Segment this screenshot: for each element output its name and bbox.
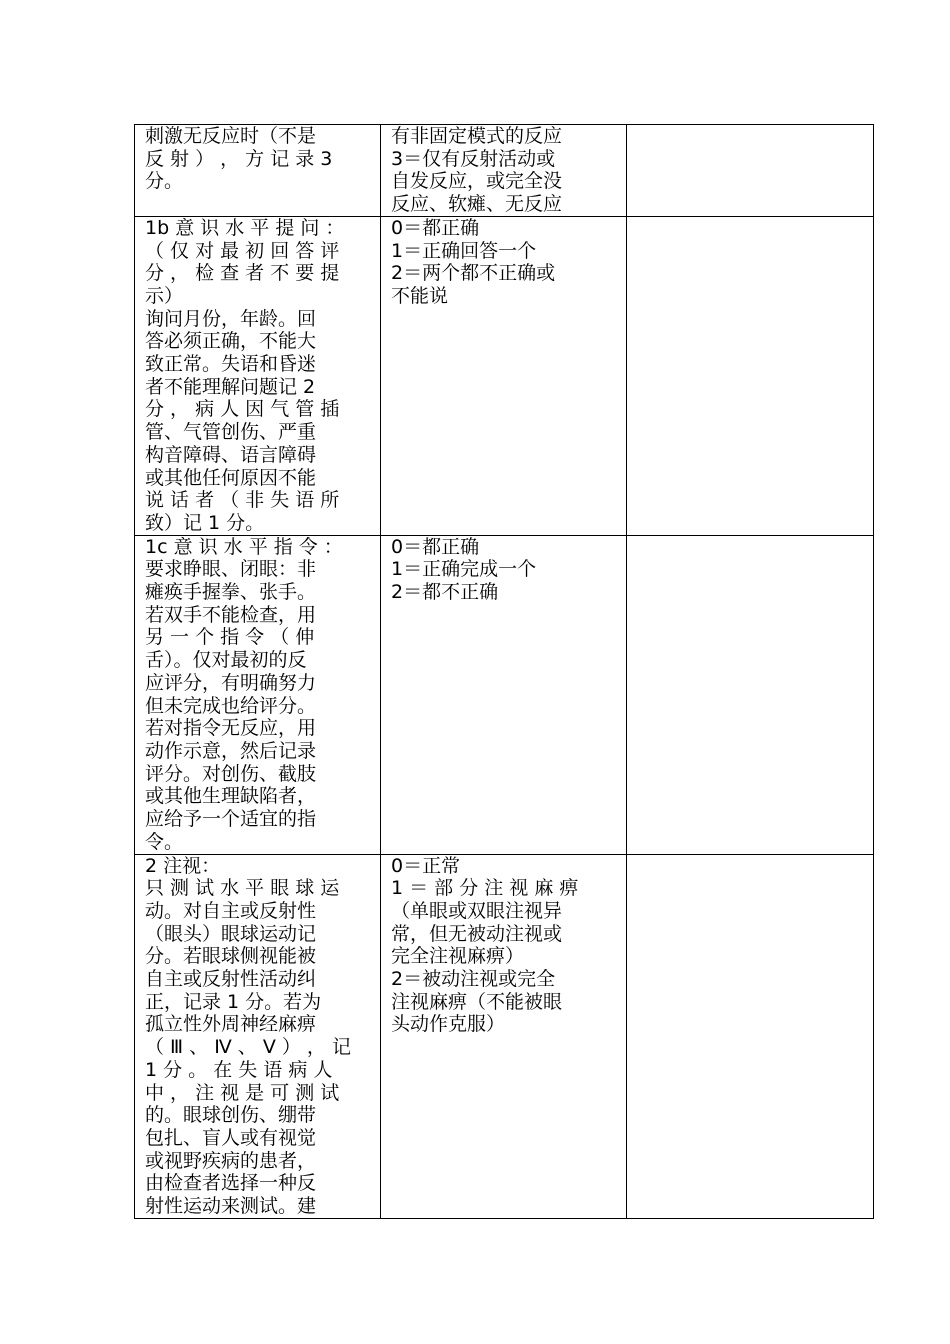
table-row <box>135 854 874 1218</box>
score-criteria-cell-line: 1 ＝ 部 分 注 视 麻 痹 <box>391 877 579 900</box>
item-description-cell-line: 瘫痪手握拳、张手。 <box>145 581 317 604</box>
result-cell <box>627 125 874 217</box>
item-description-cell-line: 致）记 1 分。 <box>145 511 265 534</box>
item-description-cell-line: 或视野疾病的患者， <box>145 1149 317 1172</box>
score-criteria-cell <box>381 125 627 217</box>
table-body <box>135 125 874 1219</box>
score-criteria-cell-line: 常，但无被动注视或 <box>391 922 563 945</box>
item-description-cell-line: 或其他任何原因不能 <box>145 466 317 489</box>
table-row <box>135 125 874 217</box>
item-description-cell-line: 由检查者选择一种反 <box>145 1172 317 1195</box>
item-description-cell-line: 2 注视： <box>145 854 221 877</box>
item-description-cell-line: 构音障碍、语言障碍 <box>145 443 317 466</box>
score-criteria-cell-line: 1＝正确回答一个 <box>391 239 537 262</box>
item-description-cell-line: 应评分，有明确努力 <box>145 671 317 694</box>
score-criteria-cell-line: 2＝被动注视或完全 <box>391 968 556 991</box>
item-description-cell-line: 说 话 者 （ 非 失 语 所 <box>145 489 340 512</box>
score-criteria-cell-line: 注视麻痹（不能被眼 <box>391 990 563 1013</box>
score-criteria-cell-line: 有非固定模式的反应 <box>391 125 563 147</box>
item-description-cell-line: 只 测 试 水 平 眼 球 运 <box>145 877 340 900</box>
item-description-cell-line: 评分。对创伤、截肢 <box>145 762 317 785</box>
item-description-cell-line: （眼头）眼球运动记 <box>145 922 317 945</box>
result-cell <box>627 854 874 1218</box>
item-description-cell-line: 分。若眼球侧视能被 <box>145 945 317 968</box>
score-criteria-cell-line: 不能说 <box>391 284 449 307</box>
item-description-cell-line: 1b 意 识 水 平 提 问 ： <box>145 216 345 239</box>
result-cell <box>627 216 874 535</box>
score-criteria-cell-line: 1＝正确完成一个 <box>391 558 537 581</box>
table-row <box>135 535 874 854</box>
score-criteria-cell <box>381 854 627 1218</box>
table-row <box>135 216 874 535</box>
item-description-cell <box>135 854 381 1218</box>
item-description-cell-line: 刺激无反应时（不是 <box>145 125 317 147</box>
score-criteria-cell <box>381 535 627 854</box>
item-description-cell-line: （ Ⅲ 、 Ⅳ 、 Ⅴ ） ， 记 <box>145 1036 351 1059</box>
item-description-cell <box>135 125 381 217</box>
score-criteria-cell-line: （单眼或双眼注视异 <box>391 899 563 922</box>
item-description-cell-line: 若双手不能检查，用 <box>145 603 317 626</box>
item-description-cell-line: 动作示意，然后记录 <box>145 739 317 762</box>
item-description-cell-line: 另 一 个 指 令 （ 伸 <box>145 626 315 649</box>
score-criteria-cell-line: 3＝仅有反射活动或 <box>391 147 556 170</box>
item-description-cell-line: 但未完成也给评分。 <box>145 694 317 717</box>
item-description-cell-line: 询问月份，年龄。回 <box>145 307 317 330</box>
item-description-cell-line: 分 ， 检 查 者 不 要 提 <box>145 262 340 285</box>
item-description-cell-line: 分。 <box>145 170 184 193</box>
item-description-cell <box>135 535 381 854</box>
score-criteria-cell-line: 0＝正常 <box>391 854 461 877</box>
item-description-cell-line: 反 射 ） ， 方 记 录 3 <box>145 147 333 170</box>
item-description-cell-line: 孤立性外周神经麻痹 <box>145 1013 317 1036</box>
item-description-cell-line: 分 ， 病 人 因 气 管 插 <box>145 398 340 421</box>
item-description-cell-line: 动。对自主或反射性 <box>145 899 317 922</box>
result-cell <box>627 535 874 854</box>
score-criteria-cell-line: 2＝两个都不正确或 <box>391 262 556 285</box>
item-description-cell-line: 管、气管创伤、严重 <box>145 421 317 444</box>
score-criteria-cell-line: 2＝都不正确 <box>391 581 499 604</box>
item-description-cell-line: 的。眼球创伤、绷带 <box>145 1104 317 1127</box>
item-description-cell-line: 令。 <box>145 830 184 853</box>
item-description-cell-line: 答必须正确，不能大 <box>145 330 317 353</box>
item-description-cell-line: 中 ， 注 视 是 可 测 试 <box>145 1081 340 1104</box>
item-description-cell-line: 者不能理解问题记 2 <box>145 375 316 398</box>
item-description-cell-line: 要求睁眼、闭眼：非 <box>145 558 317 581</box>
item-description-cell-line: 应给予一个适宜的指 <box>145 808 317 831</box>
score-criteria-cell-line: 0＝都正确 <box>391 535 480 558</box>
item-description-cell-line: 若对指令无反应，用 <box>145 717 317 740</box>
nihss-score-table <box>134 124 874 1219</box>
item-description-cell-line: 射性运动来测试。建 <box>145 1195 317 1218</box>
item-description-cell-line: 或其他生理缺陷者， <box>145 785 317 808</box>
item-description-cell-line: 致正常。失语和昏迷 <box>145 353 317 376</box>
score-criteria-cell-line: 反应、软瘫、无反应 <box>391 193 563 216</box>
item-description-cell-line: 包扎、盲人或有视觉 <box>145 1126 317 1149</box>
item-description-cell-line: 自主或反射性活动纠 <box>145 968 317 991</box>
item-description-cell-line: （ 仅 对 最 初 回 答 评 <box>145 239 340 262</box>
score-criteria-cell-line: 0＝都正确 <box>391 216 480 239</box>
score-criteria-cell-line: 头动作克服） <box>391 1013 506 1036</box>
score-criteria-cell-line: 自发反应，或完全没 <box>391 170 563 193</box>
score-criteria-cell <box>381 216 627 535</box>
score-criteria-cell-line: 完全注视麻痹） <box>391 945 525 968</box>
item-description-cell-line: 舌）。仅对最初的反 <box>145 649 307 672</box>
item-description-cell-line: 正，记录 1 分。若为 <box>145 990 322 1013</box>
item-description-cell-line: 1 分 。 在 失 语 病 人 <box>145 1058 333 1081</box>
item-description-cell <box>135 216 381 535</box>
item-description-cell-line: 1c 意 识 水 平 指 令 ： <box>145 535 343 558</box>
item-description-cell-line: 示） <box>145 284 184 307</box>
